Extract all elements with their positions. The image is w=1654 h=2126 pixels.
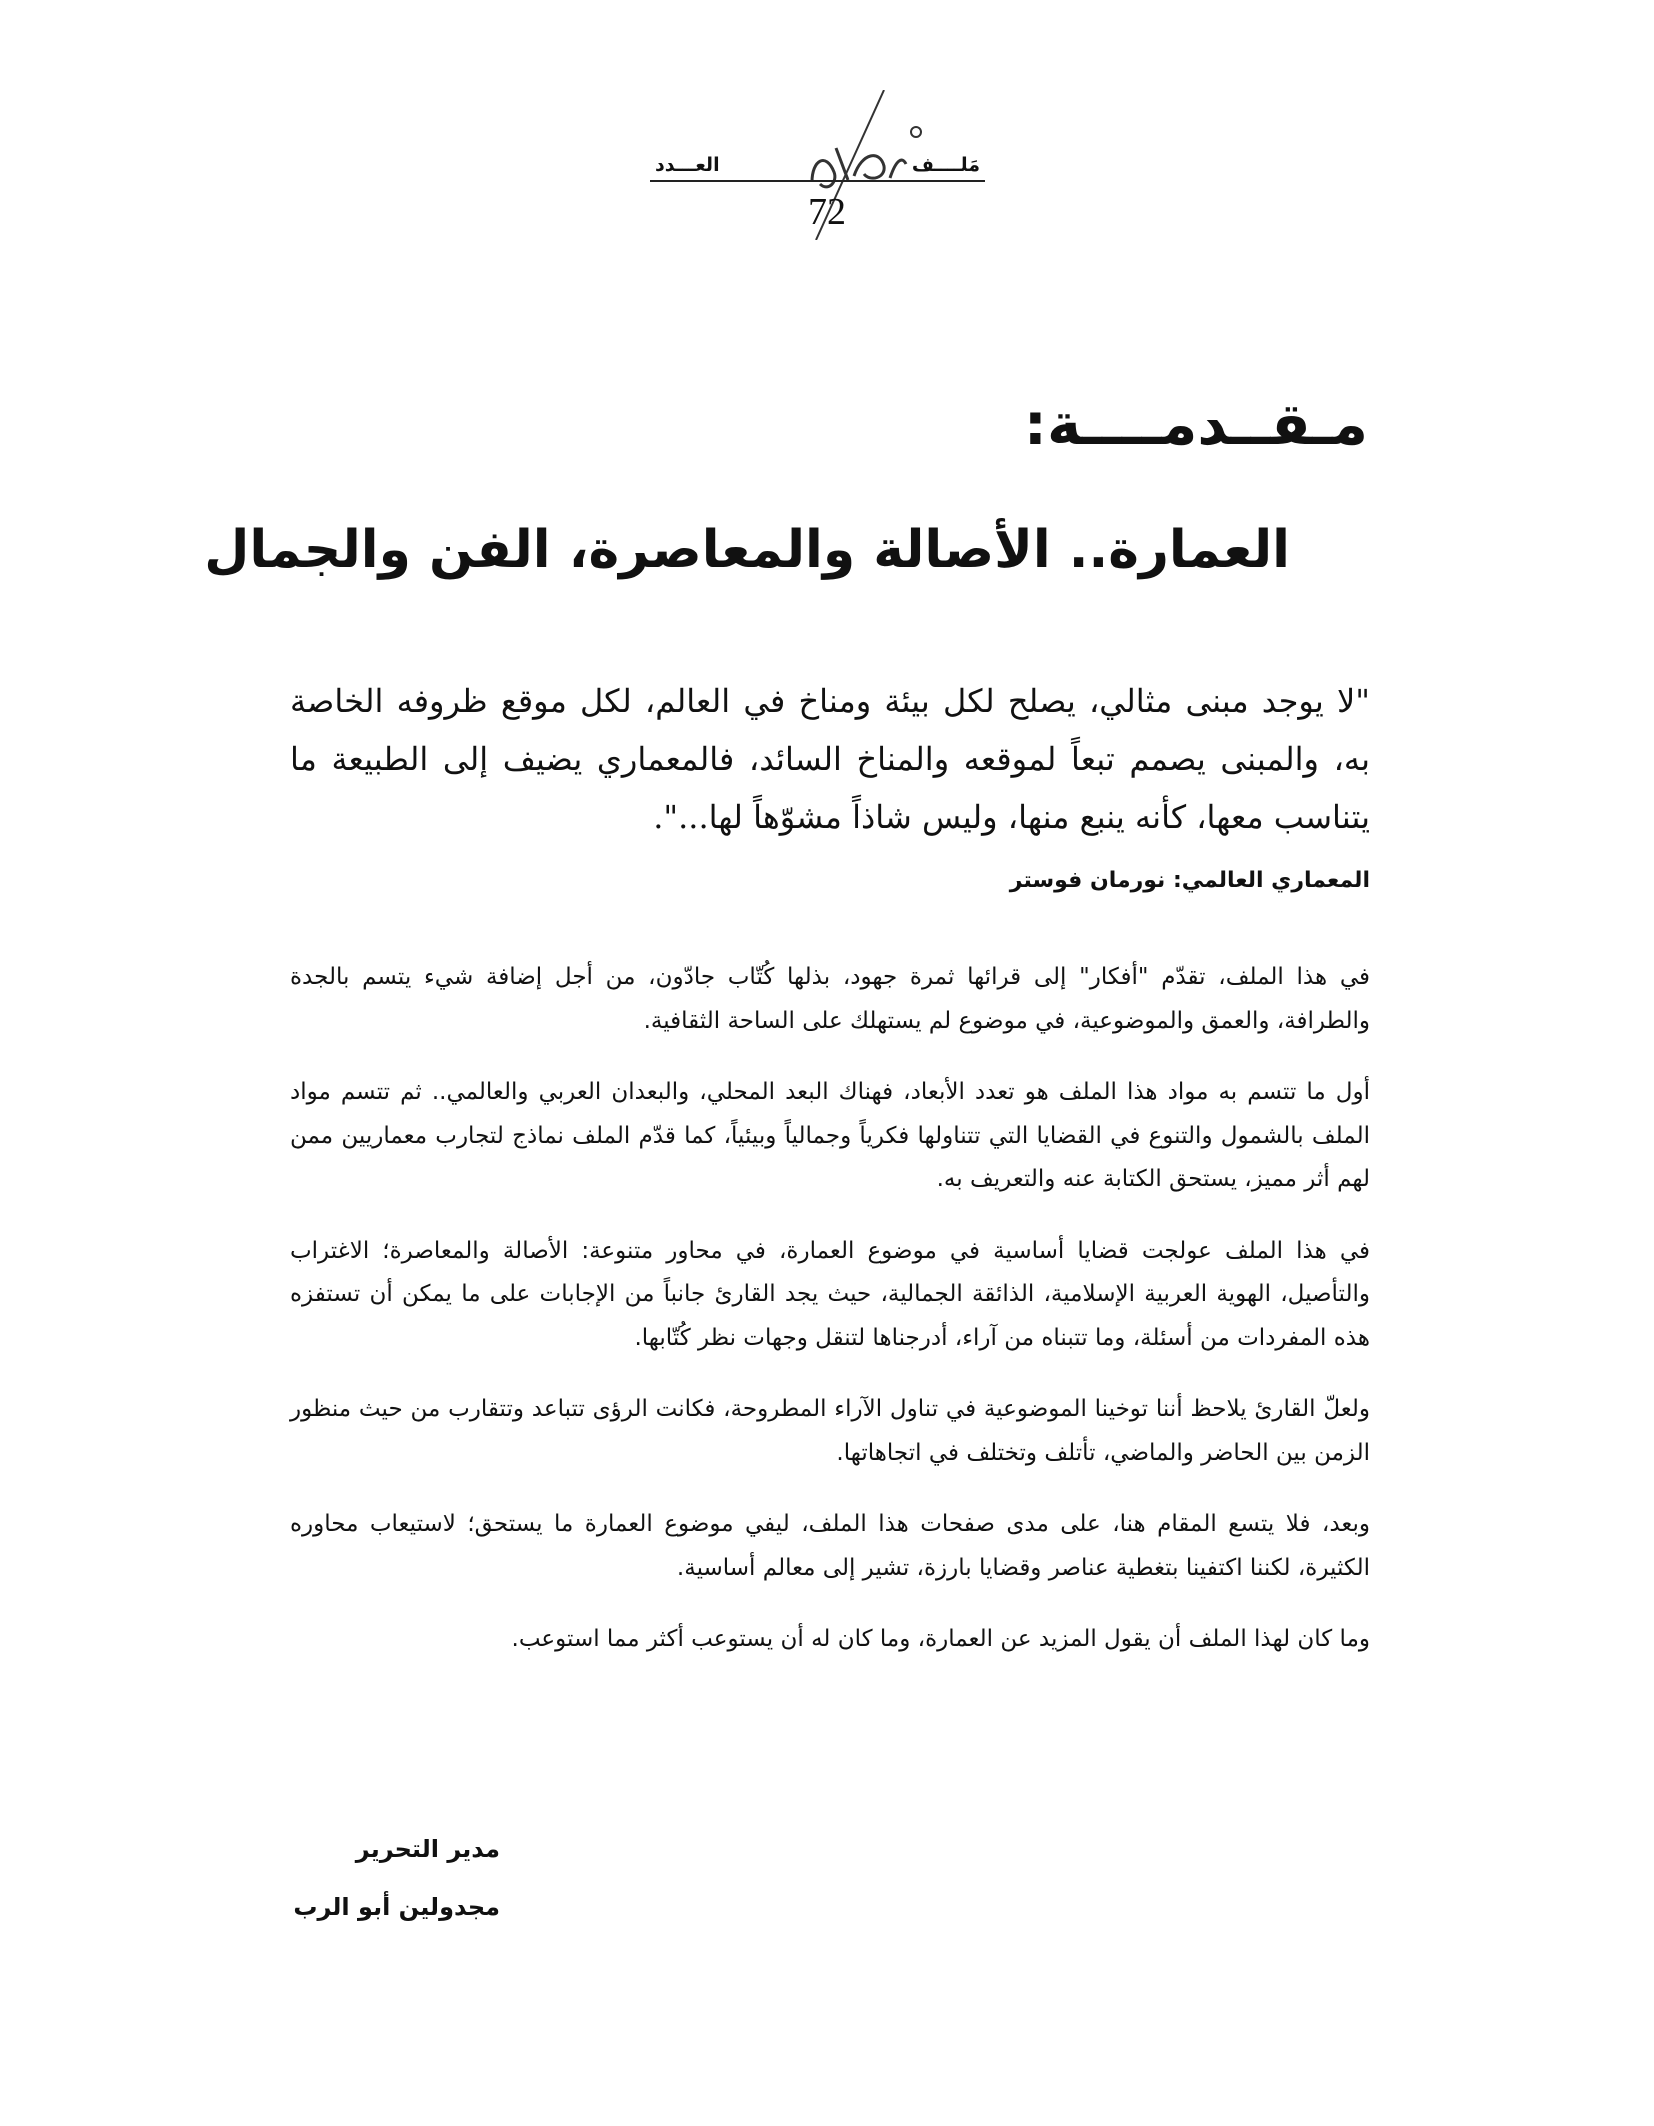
paragraph: وبعد، فلا يتسع المقام هنا، على مدى صفحات هذا الملف، ليفي موضوع العمارة ما يستحق؛ لاستيعاب محاوره الكثيرة، لكننا اكتفينا بتغطية عناصر وقضايا بارزة، تشير إلى معالم أساسية. bbox=[290, 1511, 1370, 1581]
paragraph: أول ما تتسم به مواد هذا الملف هو تعدد الأبعاد، فهناك البعد المحلي، والبعدان العربي والعالمي.. ثم تتسم مواد الملف بالشمول والتنوع في القضايا التي تتناولها فكرياً وجمالياً وبيئياً، كما قدّم الملف نماذج لتجارب معماريين ممن لهم أثر مميز، يستحق الكتابة عنه والتعريف به. bbox=[290, 1079, 1370, 1192]
header-label-file: مَلــــف bbox=[911, 154, 980, 176]
epigraph-quote: "لا يوجد مبنى مثالي، يصلح لكل بيئة ومناخ في العالم، لكل موقع ظروفه الخاصة به، والمبنى يصمم تبعاً لموقعه والمناخ السائد، فالمعماري يضيف إلى الطبيعة ما يتناسب معها، كأنه ينبع منها، وليس شاذاً مشوّهاً لها...". bbox=[290, 682, 1371, 836]
paragraph: ولعلّ القارئ يلاحظ أننا توخينا الموضوعية في تناول الآراء المطروحة، فكانت الرؤى تتباعد وتتقارب من حيث منظور الزمن بين الحاضر والماضي، تأتلف وتختلف في اتجاهاتها. bbox=[290, 1396, 1370, 1466]
paragraph: في هذا الملف عولجت قضايا أساسية في موضوع العمارة، في محاور متنوعة: الأصالة والمعاصرة؛ الاغتراب والتأصيل، الهوية العربية الإسلامية، الذائقة الجمالية، حيث يجد القارئ جانباً من الإجابات على ما يمكن أن تستفزه هذه المفردات من أسئلة، وما تتبناه من آراء، أدرجناها لتنقل وجهات نظر كُتّابها. bbox=[290, 1237, 1370, 1351]
page-number: 72 bbox=[808, 191, 846, 233]
quote-attribution: المعماري العالمي: نورمان فوستر bbox=[1009, 868, 1370, 893]
paragraph: في هذا الملف، تقدّم "أفكار" إلى قرائها ثمرة جهود، بذلها كُتّاب جادّون، من أجل إضافة شيء يتسم بالجدة والطرافة، والعمق والموضوعية، في موضوع لم يستهلك على الساحة الثقافية. bbox=[290, 964, 1370, 1034]
paragraph: وما كان لهذا الملف أن يقول المزيد عن العمارة، وما كان له أن يستوعب أكثر مما استوعب. bbox=[511, 1626, 1370, 1652]
page-title: العمارة.. الأصالة والمعاصرة، الفن والجمال bbox=[204, 520, 1290, 580]
signature-name: مجدولين أبو الرب bbox=[293, 1893, 500, 1921]
body-text bbox=[290, 956, 1370, 1690]
header-label-issue: العـــدد bbox=[655, 154, 720, 176]
signature-block bbox=[290, 1820, 500, 1936]
signature-role: مدير التحرير bbox=[355, 1835, 500, 1863]
running-header bbox=[0, 90, 1654, 240]
section-heading: مـقــدمــــة: bbox=[1023, 390, 1368, 458]
header-divider bbox=[650, 180, 985, 182]
